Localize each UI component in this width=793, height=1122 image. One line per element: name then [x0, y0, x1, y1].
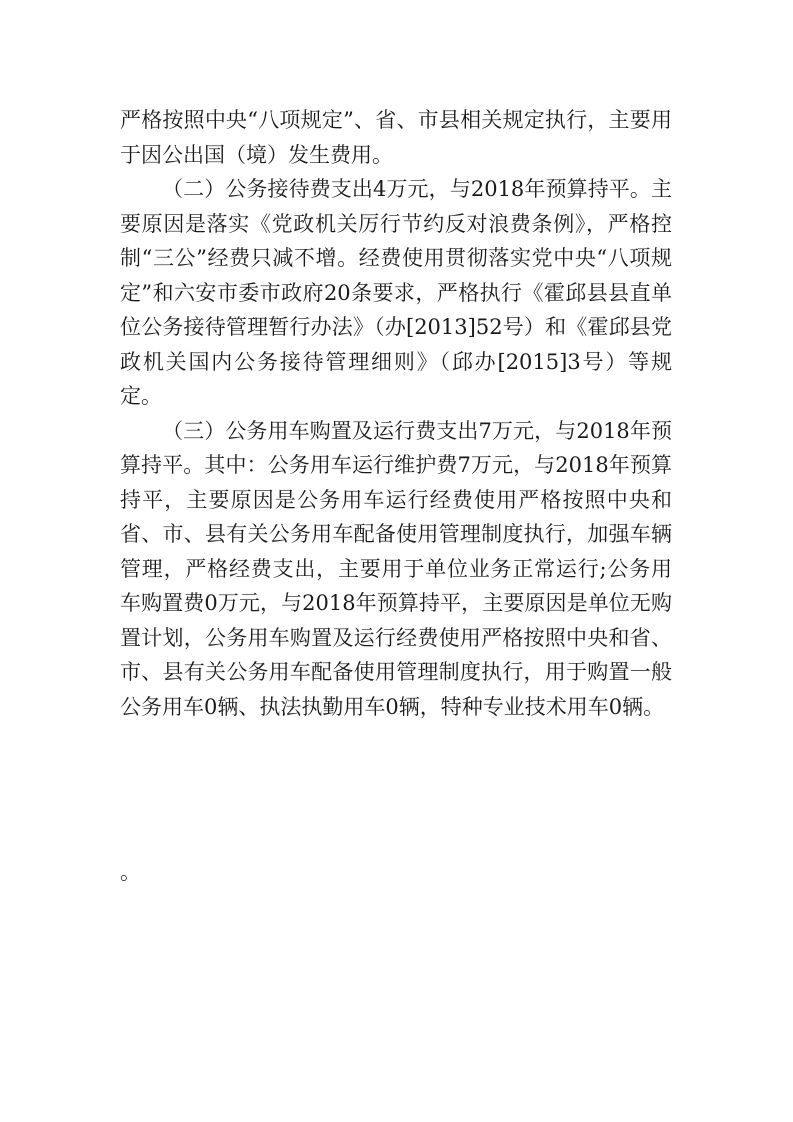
document-body [120, 103, 672, 724]
paragraph-vehicle-expense: （三）公务用车购置及运行费支出7万元，与2018年预算持平。其中：公务用车运行维护费7万元，与2018年预算持平，主要原因是公务用车运行经费使用严格按照中央和省、市、县有关公务用车配备使用管理制度执行，加强车辆管理，严格经费支出，主要用于单位业务正常运行;公务用车购置费0万元，与2018年预算持平，主要原因是单位无购置计划，公务用车购置及运行经费使用严格按照中央和省、市、县有关公务用车配备使用管理制度执行，用于购置一般公务用车0辆、执法执勤用车0辆，特种专业技术用车0辆。 [120, 418, 672, 719]
paragraph-continuation: 严格按照中央“八项规定”、省、市县相关规定执行，主要用于因公出国（境）发生费用。 [120, 108, 672, 167]
paragraph-reception-expense: （二）公务接待费支出4万元，与2018年预算持平。主要原因是落实《党政机关厉行节约反对浪费条例》，严格控制“三公”经费只减不增。经费使用贯彻落实党中央“八项规定”和六安市委市政府20条要求，严格执行《霍邱县县直单位公务接待管理暂行办法》（办[2013]52号）和《霍邱县党政机关国内公务接待管理细则》（邱办[2015]3号）等规定。 [120, 177, 672, 408]
trailing-period-mark: 。 [120, 860, 141, 884]
